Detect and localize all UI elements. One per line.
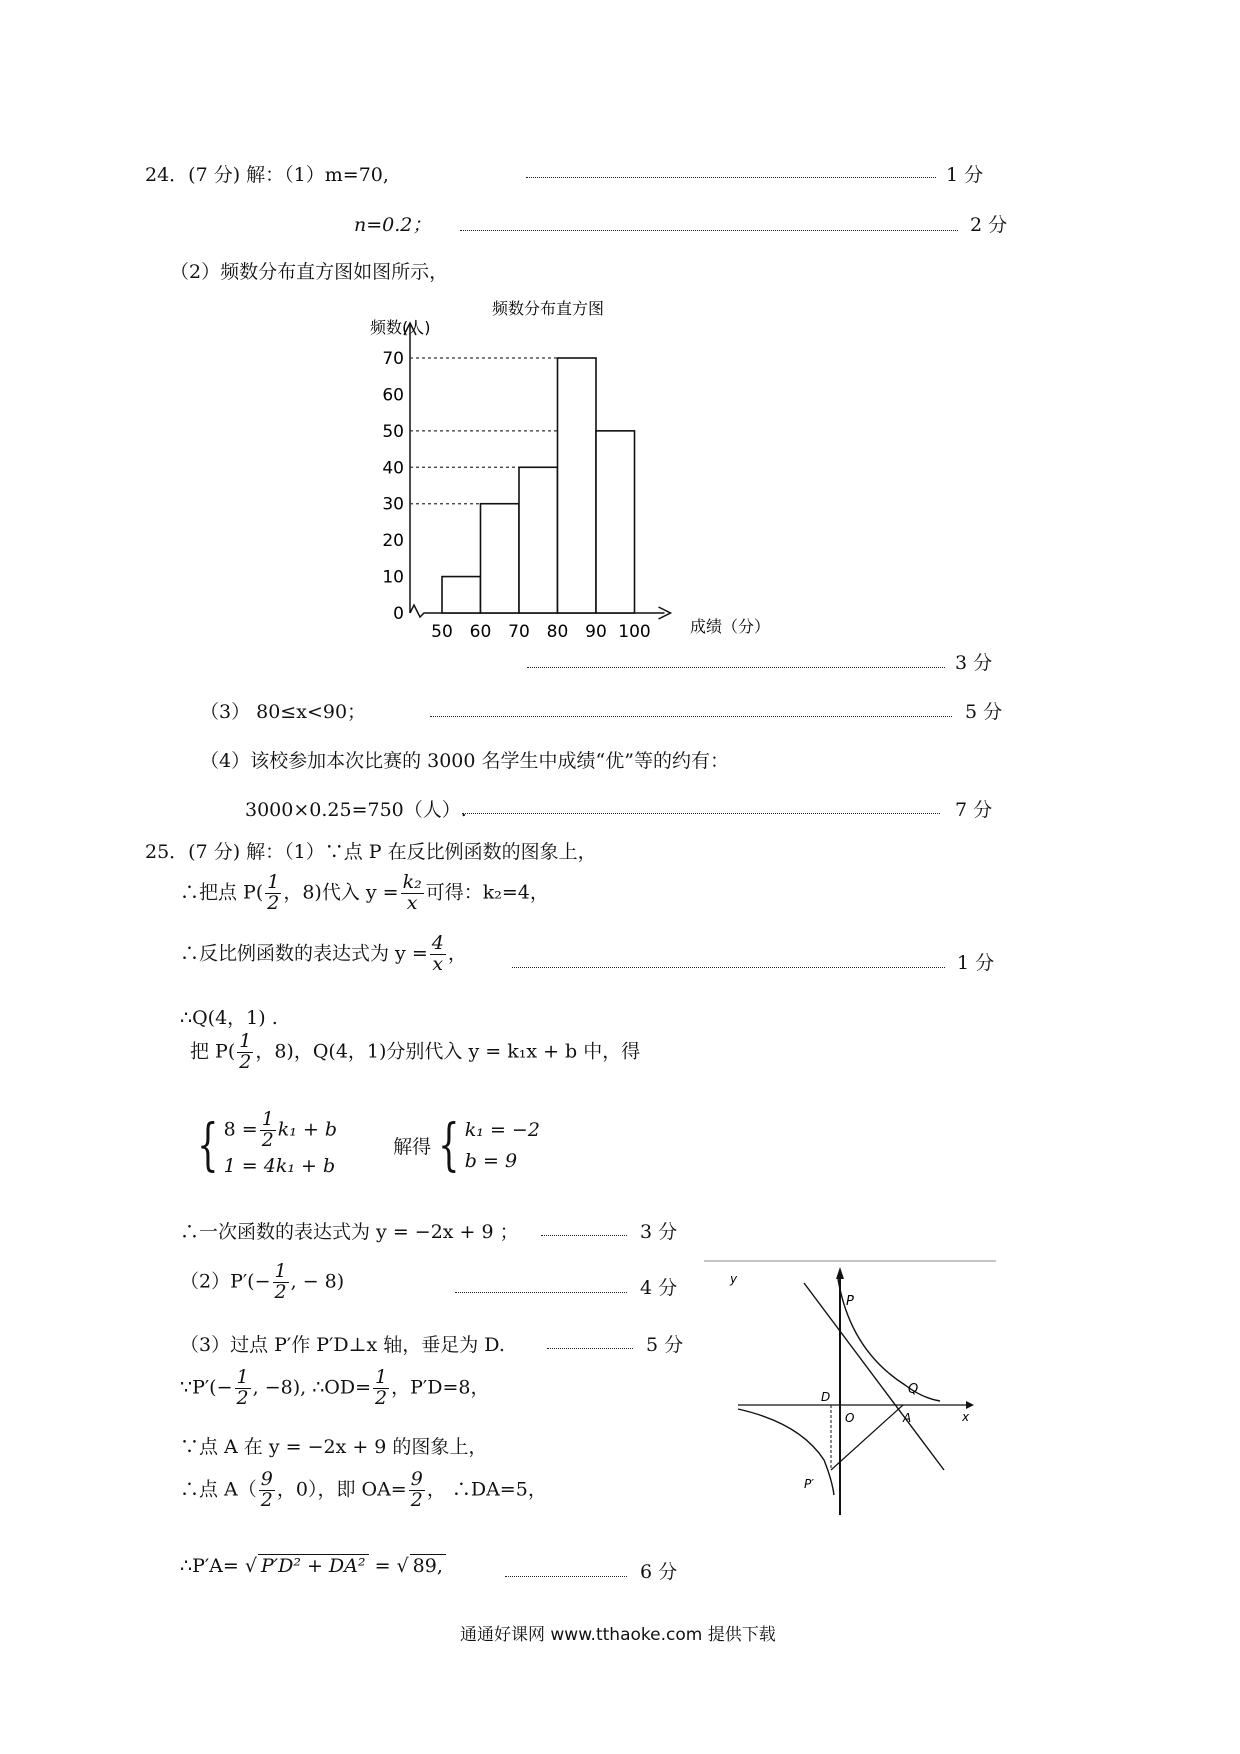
x-tick-label: 70	[508, 622, 530, 642]
left-brace: {	[197, 1112, 219, 1178]
q25-line3: ∴Q(4，1) .	[180, 1007, 278, 1029]
leader-dots	[462, 813, 940, 814]
leader-dots	[460, 230, 958, 231]
x-tick-label: 60	[469, 622, 492, 642]
y-axis-arrow	[836, 1267, 844, 1279]
q25-line9: ∵P′(− $\frac{1}{2}$ , −8), ∴OD= $\frac{1}{2}$ ，P′D=8，	[180, 1366, 490, 1409]
x-tick-label: 80	[546, 622, 569, 642]
score-3: 3 分	[955, 652, 993, 674]
leader-dots	[541, 1235, 627, 1236]
point-Q-label: Q	[908, 1382, 919, 1397]
q25-line12: ∴P′A= √ P′D² + DA² = √ 89,	[180, 1554, 446, 1577]
bar-70-80	[519, 467, 558, 613]
x-tick-label: 100	[618, 622, 651, 642]
x-axis-arrow	[966, 1401, 974, 1409]
fraction-k2-over-x: $\frac{\text{k₂}}{x}$	[402, 871, 422, 914]
x-axis-label: 成绩（分）	[690, 617, 771, 636]
leader-dots	[430, 716, 952, 717]
chart-title: 频数分布直方图	[492, 299, 605, 318]
point-Pprime-label: P′	[804, 1477, 814, 1491]
fraction-half: $\frac{1}{2}$	[267, 871, 280, 914]
bar-90-100	[596, 431, 635, 613]
q24-calculation: 3000×0.25=750（人）.	[245, 799, 467, 821]
segment-PpA	[831, 1405, 903, 1470]
point-P-label: P	[846, 1294, 854, 1309]
q24-heading: 24．(7 分) 解：（1）m=70,	[145, 164, 389, 186]
point-A-label: A	[903, 1411, 912, 1425]
y-axis-label: y	[730, 1272, 738, 1286]
score-4: 4 分	[640, 1277, 678, 1299]
fraction-4-over-x: $\frac{4}{x}$	[431, 932, 444, 975]
coordinate-graph	[700, 1255, 1000, 1515]
origin-label: O	[845, 1411, 855, 1425]
q25-line1: ∴把点 P( $\frac{1}{2}$ ，8)代入 y = $\frac{\text{k₂}}{x}$ 可得：k₂=4，	[180, 871, 549, 914]
q24-part3: （3） 80≤x<90；	[200, 701, 367, 723]
sqrt-expression: P′D² + DA²	[258, 1554, 369, 1577]
score-7: 7 分	[955, 799, 993, 821]
q25-system: { 8 = $\frac{1}{2}$ k₁ + b 1 = 4k₁ + b 解得 { k₁ = −2 b = 9	[197, 1108, 540, 1178]
y-tick-label: 40	[382, 458, 404, 479]
y-tick-label: 50	[382, 421, 404, 442]
page-footer: 通通好课网 www.tthaoke.com 提供下载	[460, 1625, 776, 1645]
leader-dots	[527, 667, 945, 668]
hyperbola-branch-3	[738, 1409, 834, 1495]
y-tick-label: 70	[382, 349, 404, 369]
score-1: 1 分	[957, 952, 995, 974]
bar-50-60	[442, 577, 481, 613]
score-1: 1 分	[946, 164, 984, 186]
bar-60-70	[481, 504, 520, 613]
leader-dots	[547, 1348, 633, 1349]
point-D-label: D	[821, 1390, 831, 1404]
q25-line7: （2）P′(− $\frac{1}{2}$ , − 8)	[180, 1260, 345, 1303]
score-5: 5 分	[646, 1334, 684, 1356]
x-axis-label: x	[962, 1410, 970, 1424]
q25-line8: （3）过点 P′作 P′D⊥x 轴，垂足为 D.	[180, 1334, 505, 1356]
y-tick-label: 60	[382, 385, 404, 406]
leader-dots	[455, 1292, 627, 1293]
y-tick-label: 10	[382, 567, 404, 588]
leader-dots	[526, 177, 936, 178]
q25-line2: ∴反比例函数的表达式为 y = $\frac{4}{x}$ ，	[180, 932, 467, 975]
y-tick-label: 30	[382, 494, 404, 515]
bar-80-90	[558, 358, 597, 613]
score-6: 6 分	[640, 1561, 678, 1583]
x-tick-label: 90	[585, 622, 607, 642]
left-brace: {	[438, 1112, 460, 1178]
q25-line6: ∴一次函数的表达式为 y = −2x + 9 ；	[180, 1221, 519, 1243]
q25-line10: ∵点 A 在 y = −2x + 9 的图象上，	[180, 1436, 488, 1458]
x-tick-label: 50	[431, 622, 453, 642]
y-tick-label: 20	[382, 531, 404, 552]
q25-heading: 25．(7 分) 解：（1）∵点 P 在反比例函数的图象上，	[145, 841, 597, 863]
q24-n-value: n=0.2；	[354, 214, 432, 236]
leader-dots	[512, 967, 945, 968]
score-5: 5 分	[965, 701, 1003, 723]
linear-function-line	[804, 1283, 944, 1470]
y-tick-label: 0	[393, 604, 404, 624]
score-2: 2 分	[970, 214, 1008, 236]
score-3: 3 分	[640, 1221, 678, 1243]
q25-line11: ∴点 A（ $\frac{9}{2}$ ，0），即 OA= $\frac{9}{2}$ ， ∴DA=5，	[180, 1468, 547, 1511]
leader-dots	[505, 1576, 627, 1577]
q24-part2: （2）频数分布直方图如图所示，	[170, 261, 449, 283]
q24-part4: （4）该校参加本次比赛的 3000 名学生中成绩“优”等的约有：	[200, 750, 729, 772]
histogram-chart	[360, 295, 800, 645]
q25-line4: 把 P( $\frac{1}{2}$ ，8)，Q(4，1)分别代入 y = k₁x + b 中，得	[190, 1030, 641, 1073]
y-axis-label: 频数(人)	[370, 318, 431, 337]
